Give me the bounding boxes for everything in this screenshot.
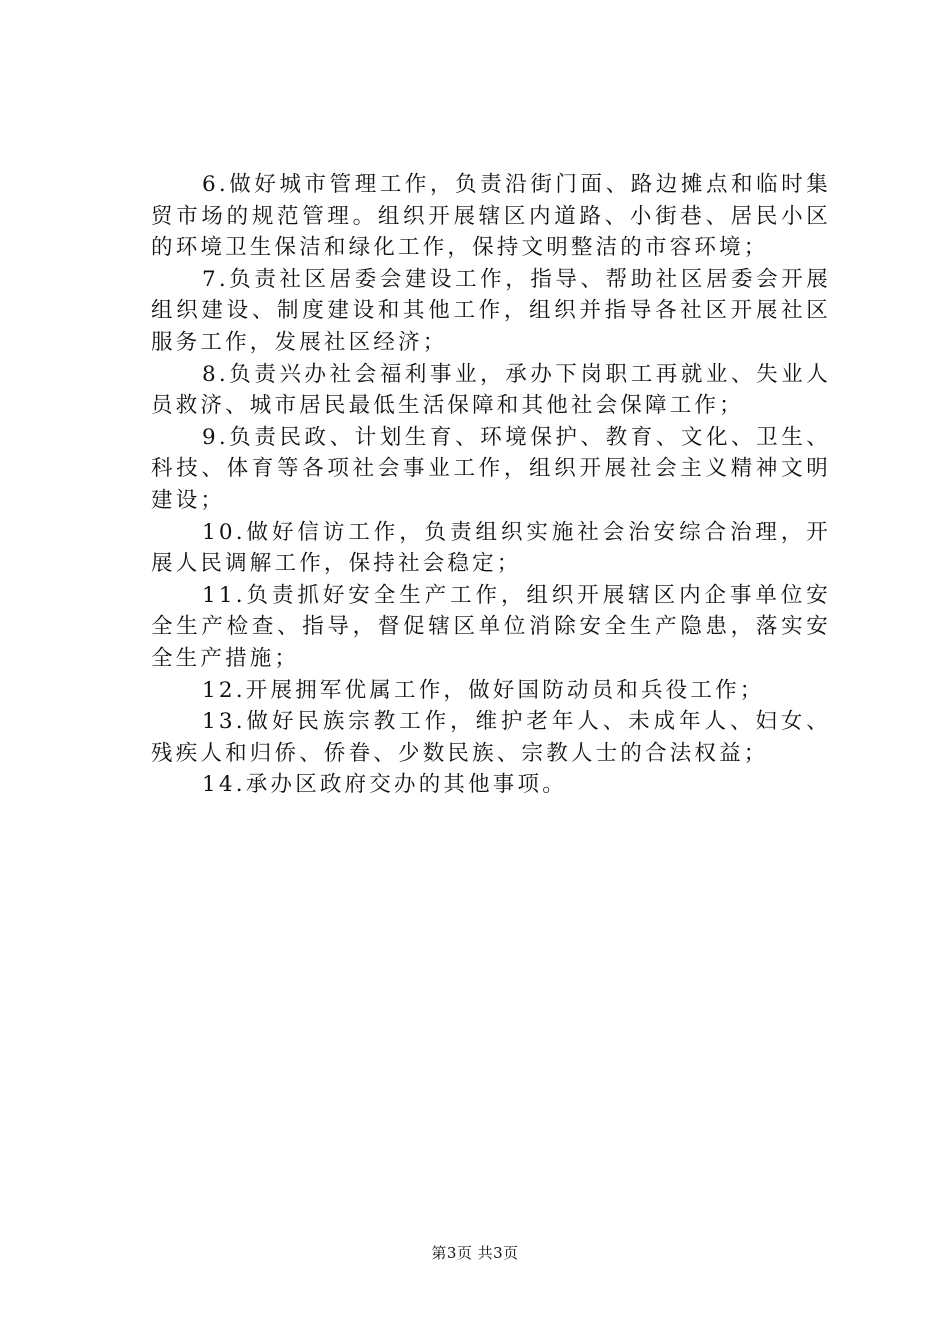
- paragraph-item-8: 8.负责兴办社会福利事业，承办下岗职工再就业、失业人员救济、城市居民最低生活保障和其他社会保障工作；: [151, 361, 831, 419]
- paragraph-item-11: 11.负责抓好安全生产工作，组织开展辖区内企事单位安全生产检查、指导，督促辖区单位消除安全生产隐患，落实安全生产措施；: [151, 582, 831, 671]
- page-number-label: 第3页 共3页: [431, 1244, 519, 1262]
- paragraph-item-10: 10.做好信访工作，负责组织实施社会治安综合治理，开展人民调解工作，保持社会稳定；: [151, 519, 831, 577]
- paragraph-item-7: 7.负责社区居委会建设工作，指导、帮助社区居委会开展组织建设、制度建设和其他工作，组织并指导各社区开展社区服务工作，发展社区经济；: [151, 266, 831, 355]
- paragraph-item-9: 9.负责民政、计划生育、环境保护、教育、文化、卫生、科技、体育等各项社会事业工作，组织开展社会主义精神文明建设；: [151, 424, 831, 513]
- paragraph-item-14: 14.承办区政府交办的其他事项。: [202, 772, 567, 798]
- document-body: [151, 169, 831, 801]
- page-footer: [0, 1243, 950, 1263]
- paragraph-item-12: 12.开展拥军优属工作，做好国防动员和兵役工作；: [202, 677, 765, 703]
- paragraph-item-6: 6.做好城市管理工作，负责沿街门面、路边摊点和临时集贸市场的规范管理。组织开展辖区内道路、小街巷、居民小区的环境卫生保洁和绿化工作，保持文明整洁的市容环境；: [151, 172, 831, 261]
- paragraph-item-13: 13.做好民族宗教工作，维护老年人、未成年人、妇女、残疾人和归侨、侨眷、少数民族、宗教人士的合法权益；: [151, 709, 831, 766]
